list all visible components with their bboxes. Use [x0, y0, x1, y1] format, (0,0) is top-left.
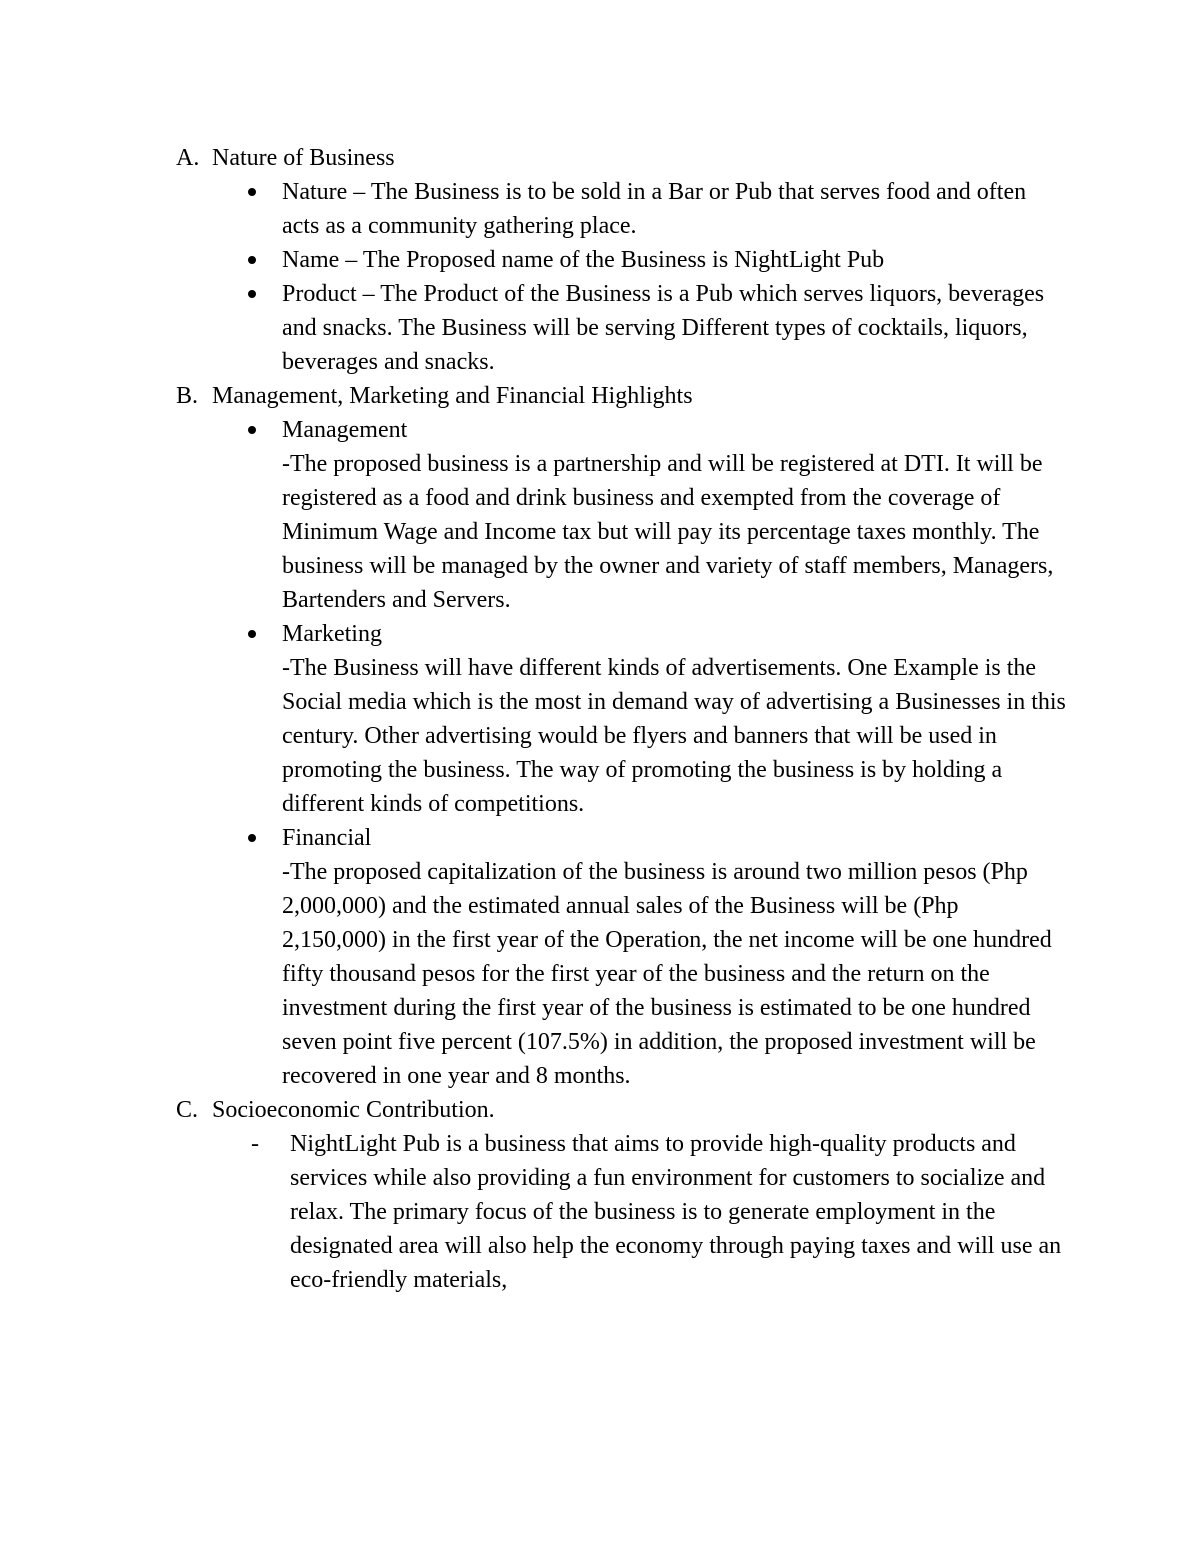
section-letter: C. [176, 1097, 199, 1123]
bullet-icon [243, 175, 282, 243]
section-letter: A. [176, 145, 200, 171]
item-label: Management [282, 417, 408, 443]
section-title: Socioeconomic Contribution. [212, 1097, 495, 1123]
document-body [176, 141, 1066, 1297]
item-text: -The proposed capitalization of the business is around two million pesos (Php 2,000,000) and the estimated annual sales of the Business will be (Php 2,150,000) in the first year of the Operation, the net income will be one hundred fifty thousand pesos for the first year of the business and the return on the investment during the first year of the business is estimated to be one hundred seven point five percent (107.5%) in addition, the proposed investment will be recovered in one year and 8 months. [282, 859, 1052, 1089]
section-title: Management, Marketing and Financial Highlights [212, 383, 693, 409]
section-letter: B. [176, 383, 199, 409]
list-item-marketing [243, 617, 1066, 821]
section-title: Nature of Business [212, 145, 395, 171]
item-text: NightLight Pub is a business that aims to provide high-quality products and services while also providing a fun environment for customers to socialize and relax. The primary focus of the business is to generate employment in the designated area will also help the economy through paying taxes and will use an eco-friendly materials, [290, 1131, 1062, 1293]
list-item-socioeconomic [243, 1127, 1066, 1297]
item-text: Product – The Product of the Business is a Pub which serves liquors, beverages and snacks. The Business will be serving Different types of cocktails, liquors, beverages and snacks. [282, 281, 1045, 375]
bullet-icon [243, 821, 282, 1093]
list-item-management [243, 413, 1066, 617]
bullet-icon [243, 617, 282, 821]
bullet-icon [243, 413, 282, 617]
item-label: Marketing [282, 621, 382, 647]
section-c-heading [176, 1093, 1066, 1127]
list-item-financial [243, 821, 1066, 1093]
list-item-product [243, 277, 1066, 379]
section-a-heading [176, 141, 1066, 175]
bullet-icon [243, 243, 282, 277]
bullet-icon [243, 277, 282, 379]
list-item-nature [243, 175, 1066, 243]
dash-marker: - [251, 1131, 259, 1157]
section-b-heading [176, 379, 1066, 413]
item-text: -The Business will have different kinds of advertisements. One Example is the Social media which is the most in demand way of advertising a Businesses in this century. Other advertising would be flyers and banners that will be used in promoting the business. The way of promoting the business is by holding a different kinds of competitions. [282, 655, 1066, 817]
item-text: Nature – The Business is to be sold in a Bar or Pub that serves food and often acts as a community gathering place. [282, 179, 1027, 239]
list-item-name [243, 243, 1066, 277]
item-text: Name – The Proposed name of the Business is NightLight Pub [282, 247, 885, 273]
item-label: Financial [282, 825, 372, 851]
item-text: -The proposed business is a partnership and will be registered at DTI. It will be registered as a food and drink business and exempted from the coverage of Minimum Wage and Income tax but will pay its percentage taxes monthly. The business will be managed by the owner and variety of staff members, Managers, Bartenders and Servers. [282, 451, 1054, 613]
